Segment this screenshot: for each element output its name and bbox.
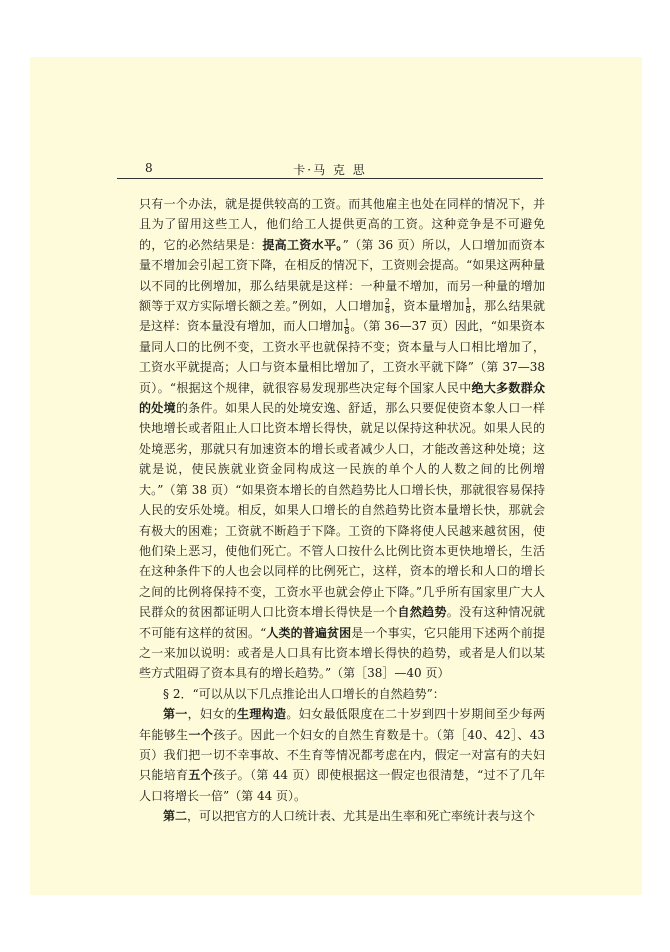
running-header	[117, 158, 543, 179]
text-run: ，那么结果就是这样：资本量没有增加，而人口增加	[139, 299, 545, 334]
fraction-numerator: 1	[465, 297, 471, 307]
text-run: ，可以把官方的人口统计表、尤其是出生率和死亡率统计表与这个	[187, 809, 536, 824]
paragraph-3	[139, 704, 545, 806]
fraction-one-eighth	[466, 298, 471, 315]
text-run: 孩子。（第 44 页）即使根据这一假定也很清楚，“过不了几年人口将增长一倍”（第 44 页）。	[139, 768, 545, 803]
text-run: 。没有这种情况就不可能有这样的贫困。“	[139, 605, 545, 640]
emphasis-text: 人类的普遍贫困	[266, 625, 352, 640]
text-run: 是一个事实，它只能用下述两个前提之一来加以说明：或者是人口具有比资本增长得快的趋势，或者是人们以某些方式阻碍了资本具有的增长趋势。”（第［38］—40 页）	[139, 625, 545, 681]
text-run: 的条件。如果人民的处境安逸、舒适，那么只要促使资本象人口一样快地增长或者阻止人口比资本增长得快，就足以保持这种状况。如果人民的处境恶劣，那就只有加速资本的增长或者减少人口，才能改善这种处境；这就是说，使民族就业资金同构成这一民族的单个人的人数之间的比例增大。”（第 38 页）“如果资本增长的自然趋势比人口增长快，那就很容易保持人民的安乐处境。相反，如果人口增长的自然趋势比资本量增长快，那就会有极大的困难；工资就不断趋于下降。工资的下降将使人民越来越贫困，使他们染上恶习，使他们死亡。不管人口按什么比例比资本更快地增长，生活在这种条件下的人也会以同样的比例死亡，这样，资本的增长和人口的增长之间的比例将保持不变，工资水平也就会停止下降。”几乎所有国家里广大人民群众的贫困都证明人口比资本增长得快是一个	[139, 401, 545, 620]
fraction-numerator: 2	[384, 297, 390, 307]
page-number: 8	[145, 161, 153, 175]
fraction-two-eighths	[385, 298, 390, 315]
fraction-denominator: 8	[384, 306, 390, 316]
text-run: ，资本量增加	[390, 299, 465, 314]
paragraph-2	[139, 684, 545, 704]
text-run: 。妇女最低限度在二十岁到四十岁期间至少每两年能够生	[139, 707, 545, 742]
emphasis-text: 第一	[163, 707, 188, 722]
emphasis-text: 一个	[188, 727, 214, 742]
running-title: 卡·马 克 思	[293, 163, 367, 177]
fraction-one-eighth	[344, 319, 349, 336]
paragraph-4	[139, 806, 545, 826]
text-run: 孩子。因此一个妇女的自然生育数是十。（第［40、42］、43 页）我们把一切不幸事故、不生育等情况都考虑在内，假定一对富有的夫妇只能培育	[139, 727, 545, 783]
fraction-denominator: 8	[344, 326, 350, 336]
text-run: 只有一个办法，就是提供较高的工资。而其他雇主也处在同样的情况下，并且为了留用这些工人，他们给工人提供更高的工资。这种竞争是不可避免的，它的必然结果是：	[139, 197, 545, 252]
emphasis-text: 五个	[188, 768, 213, 783]
emphasis-text: 提高工资水平。	[262, 237, 343, 252]
text-run: ，妇女的	[187, 707, 237, 722]
emphasis-text: 绝大多数群众的处境	[139, 380, 545, 416]
text-run: 。（第 36—37 页）因此，“如果资本量同人口的比例不变，工资水平也就保持不变；资本量与人口相比增加了，工资水平就提高；人口与资本量相比增加了，工资水平就下降”（第 37—38 页）。“根据这个规律，就很容易发现那些决定每个国家人民中	[139, 319, 545, 395]
fraction-numerator: 1	[344, 317, 350, 327]
paragraph-1	[139, 194, 545, 684]
section-heading: § 2．“可以从以下几点推论出人口增长的自然趋势”：	[163, 686, 445, 701]
emphasis-text: 生理构造	[237, 707, 287, 722]
body-text	[139, 194, 545, 827]
text-run: ”（第 36 页）所以，人口增加而资本量不增加会引起工资下降，在相反的情况下，工资则会提高。“如果这两种量以不同的比例增加，那么结果就是这样：一种量不增加，而另一种量的增加额等于双方实际增长额之差。”例如，人口增加	[139, 237, 545, 314]
fraction-denominator: 8	[465, 306, 471, 316]
emphasis-text: 自然趋势	[397, 605, 447, 620]
emphasis-text: 第二	[163, 809, 188, 824]
